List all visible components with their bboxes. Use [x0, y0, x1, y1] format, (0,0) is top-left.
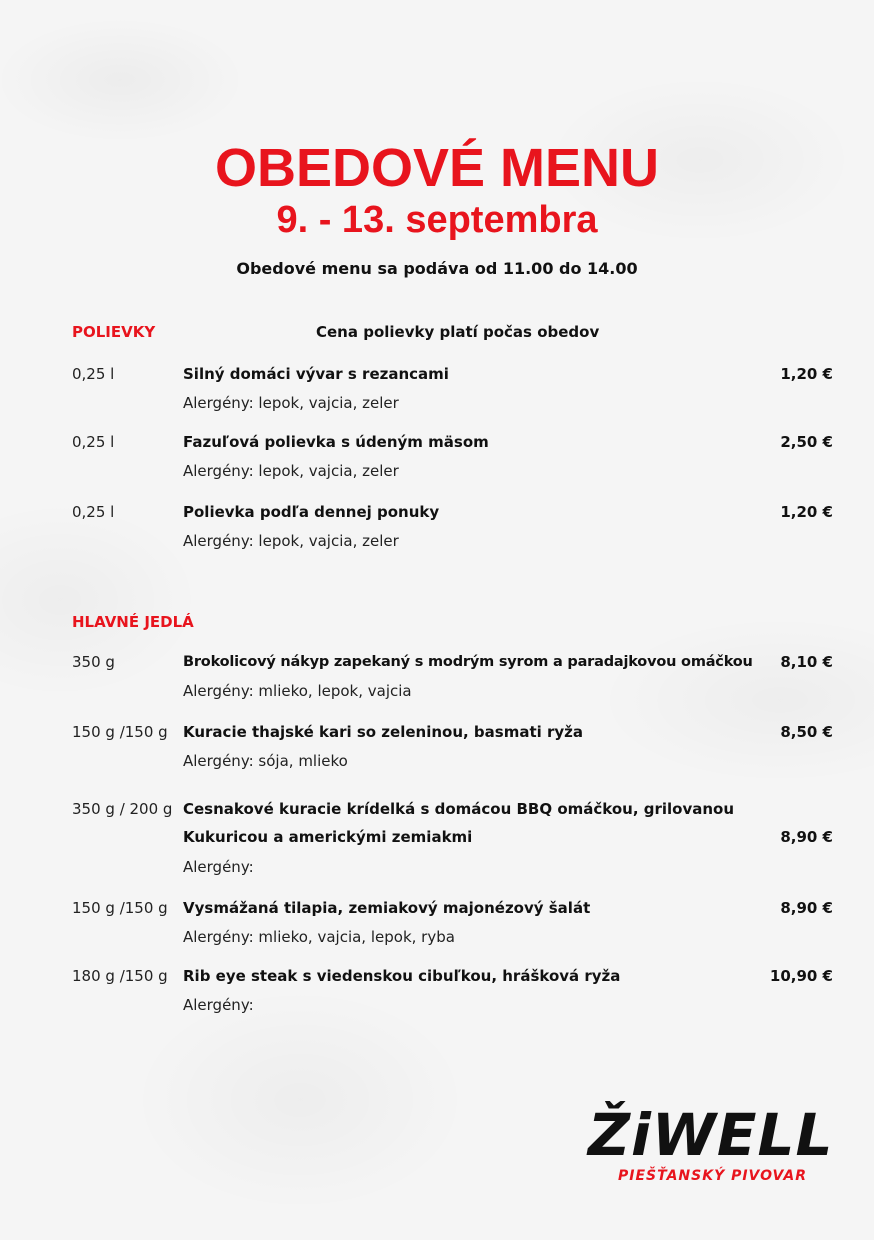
- soups-section-label: POLIEVKY: [72, 323, 156, 341]
- item-price: 10,90 €: [769, 967, 833, 985]
- item-allergens: Alergény:: [183, 996, 254, 1014]
- item-name: Silný domáci vývar s rezancami: [183, 365, 449, 383]
- list-item: [0, 502, 874, 532]
- item-name: Kuracie thajské kari so zeleninou, basmati ryža: [183, 723, 584, 741]
- item-price: 8,90 €: [780, 899, 833, 917]
- item-price: 8,50 €: [780, 723, 833, 741]
- date-range: 9. - 13. septembra: [276, 199, 598, 241]
- item-quantity: 150 g /150 g: [72, 723, 168, 741]
- item-price: 1,20 €: [780, 503, 833, 521]
- item-quantity: 0,25 l: [72, 433, 115, 451]
- soups-price-note: Cena polievky platí počas obedov: [316, 323, 600, 341]
- item-quantity: 150 g /150 g: [72, 899, 168, 917]
- serving-hours-note: Obedové menu sa podáva od 11.00 do 14.00: [236, 259, 638, 278]
- item-quantity: 350 g: [72, 653, 115, 671]
- item-quantity: 180 g /150 g: [72, 967, 168, 985]
- brewery-logo: [588, 1093, 838, 1193]
- item-quantity: 0,25 l: [72, 503, 115, 521]
- list-item: [0, 722, 874, 752]
- logo-wordmark: ŽiWELL: [588, 1101, 834, 1169]
- mains-section-label: HLAVNÉ JEDLÁ: [72, 613, 194, 631]
- list-item: [0, 966, 874, 996]
- item-allergens: Alergény: mlieko, vajcia, lepok, ryba: [183, 928, 455, 946]
- item-name-line2: Kukuricou a americkými zemiakmi: [183, 828, 473, 846]
- logo-tagline: PIEŠŤANSKÝ PIVOVAR: [618, 1168, 808, 1184]
- item-name: Fazuľová polievka s údeným mäsom: [183, 433, 489, 451]
- list-item: [0, 364, 874, 394]
- item-price: 1,20 €: [780, 365, 833, 383]
- item-allergens: Alergény: sója, mlieko: [183, 752, 348, 770]
- list-item: [0, 652, 874, 682]
- item-quantity: 0,25 l: [72, 365, 115, 383]
- list-item: [0, 432, 874, 462]
- item-allergens: Alergény: lepok, vajcia, zeler: [183, 394, 399, 412]
- item-name: Polievka podľa dennej ponuky: [183, 503, 440, 521]
- item-allergens: Alergény: mlieko, lepok, vajcia: [183, 682, 412, 700]
- item-name: Brokolicový nákyp zapekaný s modrým syrom a paradajkovou omáčkou: [183, 654, 753, 670]
- item-price: 2,50 €: [780, 433, 833, 451]
- item-allergens: Alergény: lepok, vajcia, zeler: [183, 532, 399, 550]
- item-allergens: Alergény: lepok, vajcia, zeler: [183, 462, 399, 480]
- item-quantity: 350 g / 200 g: [72, 800, 173, 818]
- item-price: 8,10 €: [780, 653, 833, 671]
- item-allergens: Alergény:: [183, 858, 254, 876]
- list-item: [0, 799, 874, 829]
- menu-title: OBEDOVÉ MENU: [214, 138, 660, 198]
- list-item: [0, 898, 874, 928]
- item-name: Rib eye steak s viedenskou cibuľkou, hrášková ryža: [183, 967, 621, 985]
- item-name: Cesnakové kuracie krídelká s domácou BBQ omáčkou, grilovanou: [183, 800, 735, 818]
- list-item-continued: [0, 827, 874, 857]
- item-name: Vysmážaná tilapia, zemiakový majonézový šalát: [183, 899, 591, 917]
- item-price: 8,90 €: [780, 828, 833, 846]
